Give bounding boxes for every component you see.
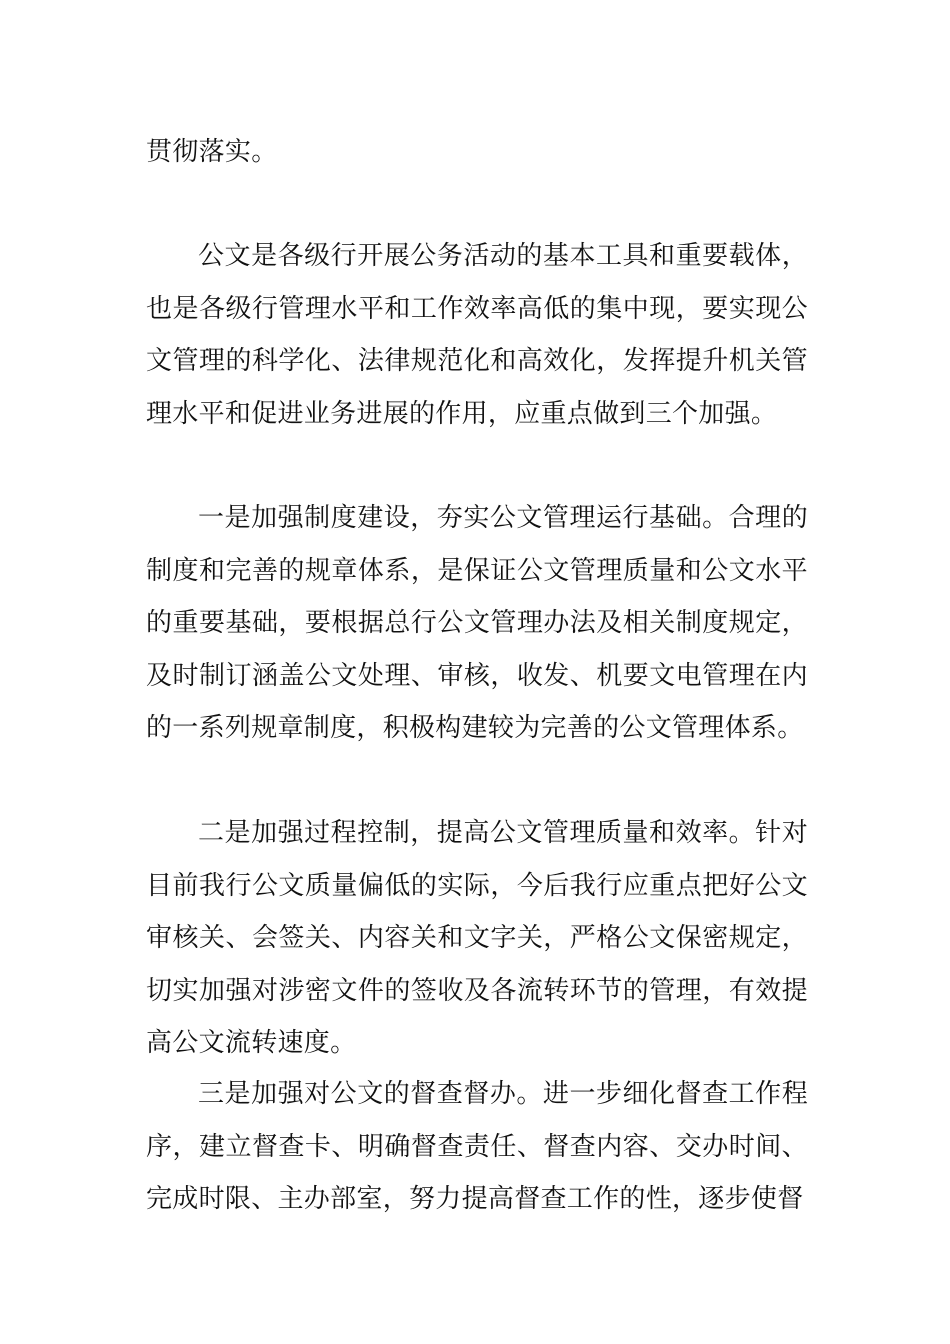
paragraph-point-three: 三是加强对公文的督查督办。进一步细化督查工作程序，建立督查卡、明确督查责任、督查内容、交办时间、完成时限、主办部室，努力提高督查工作的性，逐步使督 bbox=[146, 1079, 808, 1214]
paragraph-continuation: 贯彻落实。 bbox=[146, 137, 278, 167]
paragraph-point-one: 一是加强制度建设，夯实公文管理运行基础。合理的制度和完善的规章体系，是保证公文管理质量和公文水平的重要基础，要根据总行公文管理办法及相关制度规定，及时制订涵盖公文处理、审核，收发、机要文电管理在内的一系列规章制度，积极构建较为完善的公文管理体系。 bbox=[146, 503, 808, 743]
paragraph-point-two: 二是加强过程控制，提高公文管理质量和效率。针对目前我行公文质量偏低的实际，今后我行应重点把好公文审核关、会签关、内容关和文字关，严格公文保密规定，切实加强对涉密文件的签收及各流转环节的管理，有效提高公文流转速度。 bbox=[146, 818, 808, 1058]
paragraph-intro: 公文是各级行开展公务活动的基本工具和重要载体，也是各级行管理水平和工作效率高低的集中现，要实现公文管理的科学化、法律规范化和高效化，发挥提升机关管理水平和促进业务进展的作用，应重点做到三个加强。 bbox=[146, 241, 808, 429]
